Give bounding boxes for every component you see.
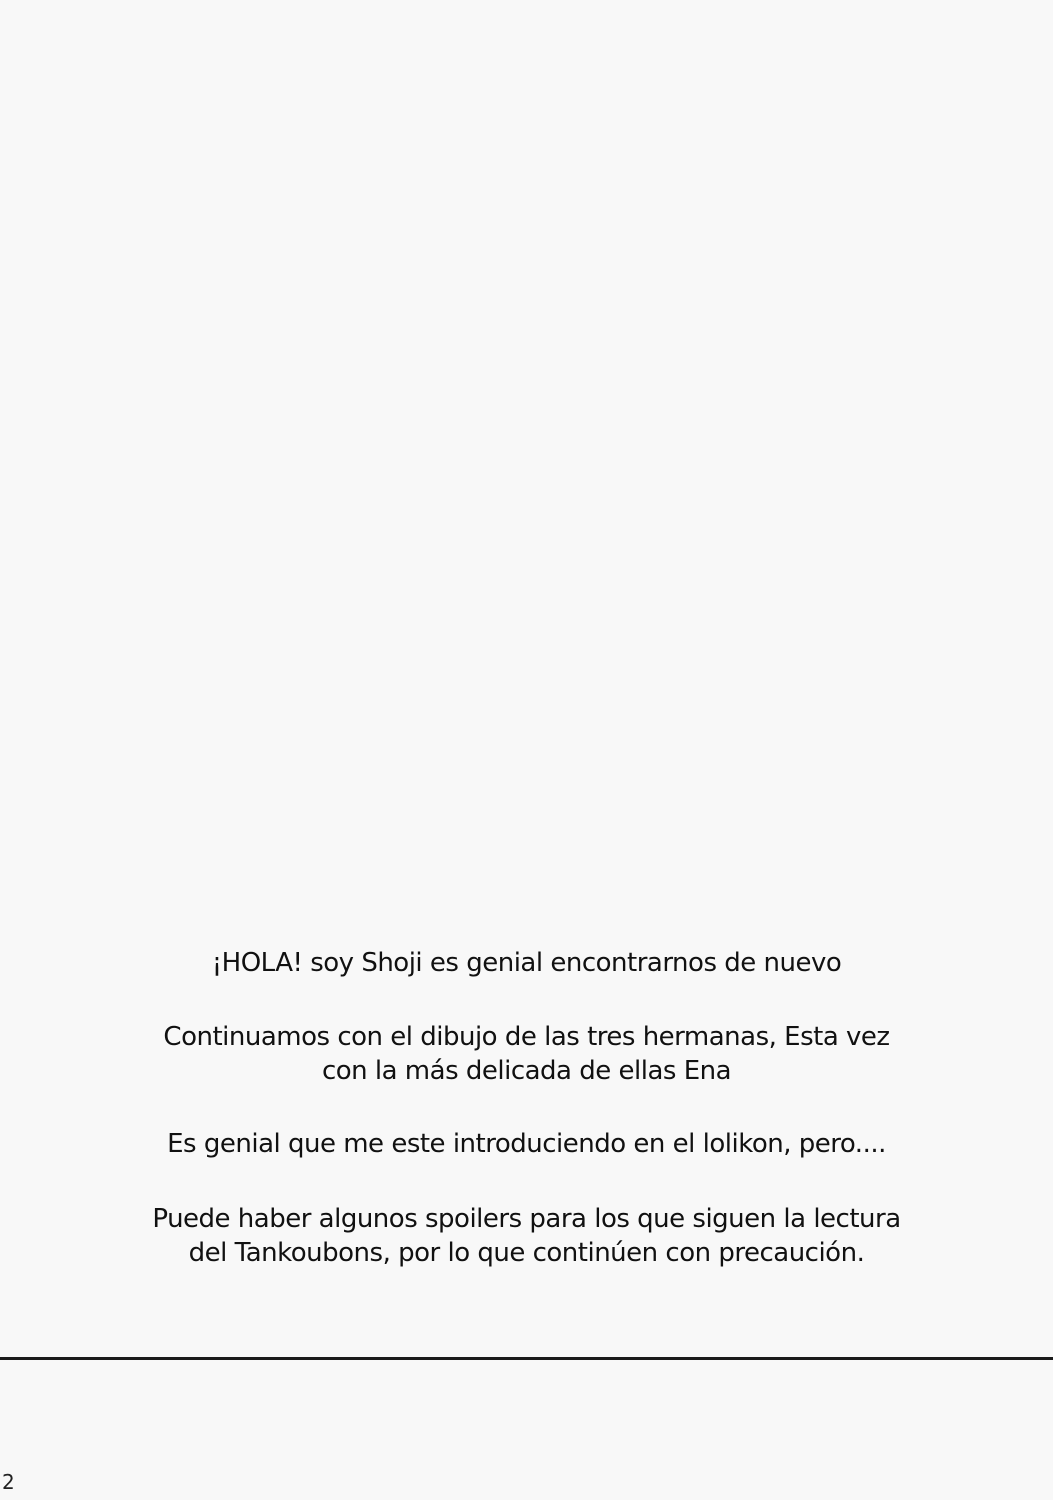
footer-divider bbox=[0, 1357, 1053, 1360]
text-line: Puede haber algunos spoilers para los que siguen la lectura bbox=[152, 1204, 901, 1234]
text-line: Es genial que me este introduciendo en el lolikon, pero.... bbox=[167, 1129, 886, 1159]
text-line: ¡HOLA! soy Shoji es genial encontrarnos de nuevo bbox=[211, 948, 842, 978]
text-line: con la más delicada de ellas Ena bbox=[321, 1056, 732, 1086]
comment-paragraph bbox=[0, 1127, 1053, 1161]
page-number: 2 bbox=[2, 1470, 15, 1494]
intro-paragraph bbox=[0, 1020, 1053, 1088]
greeting-paragraph bbox=[0, 946, 1053, 980]
warning-paragraph bbox=[0, 1202, 1053, 1270]
text-line: Continuamos con el dibujo de las tres hermanas, Esta vez bbox=[163, 1022, 890, 1052]
text-line: del Tankoubons, por lo que continúen con precaución. bbox=[188, 1238, 865, 1268]
